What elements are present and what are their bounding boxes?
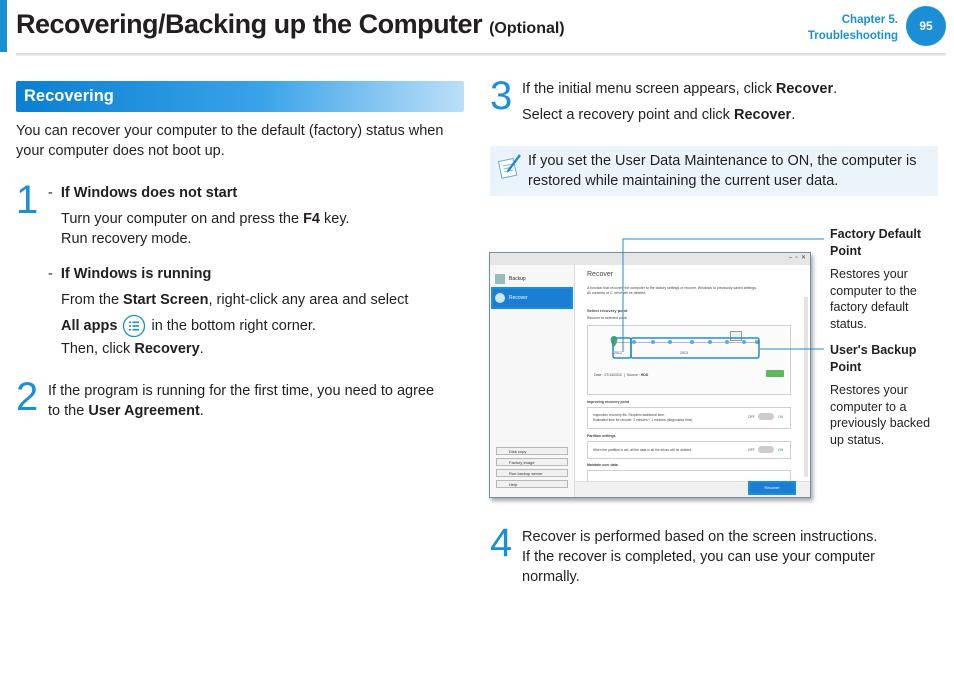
step-4-text bbox=[522, 527, 877, 587]
step-1b-line1: From the Start Screen, right-click any area and select bbox=[61, 292, 409, 308]
step-4-line-3: normally. bbox=[522, 569, 580, 585]
step-1a-line1: Turn your computer on and press the F4 key. bbox=[61, 211, 350, 227]
improve-panel: Inspection recovery file. Requires additional time. Estimated time for recover: 2 minutes + 1 minutes (diagnostics time) OFF ON bbox=[587, 407, 791, 429]
step-3-line1: If the initial menu screen appears, click Recover. bbox=[522, 81, 838, 97]
disk-copy-button[interactable]: Disk copy bbox=[496, 447, 568, 455]
sidebar-item-backup[interactable]: Backup bbox=[493, 270, 571, 288]
timeline-year-1: 2012 bbox=[614, 351, 622, 355]
step-4-line-1: Recover is performed based on the screen instructions. bbox=[522, 529, 878, 545]
step-1b-title-text: If Windows is running bbox=[60, 266, 212, 282]
improve-title: Improving recovery point bbox=[587, 400, 630, 404]
step-1a-title-text: If Windows does not start bbox=[60, 185, 238, 201]
callout-users-backup: User's Backup Point Restores your computer to a previously backed up status. bbox=[830, 343, 931, 447]
section-intro: You can recover your computer to the default (factory) status when your computer does not boot up. bbox=[16, 123, 444, 159]
partition-panel: When the partition is set, all the data in all the drives will be deleted. OFF ON bbox=[587, 441, 791, 459]
callout-factory-default: Factory Default Point Restores your computer to the factory default status. bbox=[830, 227, 921, 331]
section-heading-text: Recovering bbox=[24, 87, 114, 105]
step-2-line2: to the User Agreement. bbox=[48, 403, 204, 419]
sidebar-item-recover[interactable]: Recover bbox=[493, 289, 571, 307]
main-desc: A function that recovers the computer to the factory settings or recover. Windows to previously saved settings. bbox=[587, 286, 757, 290]
step-2-line1: If the program is running for the first time, you need to agree bbox=[48, 383, 435, 399]
factory-point-highlight bbox=[613, 338, 631, 358]
step-1b-line3: Then, click Recovery. bbox=[61, 341, 204, 357]
step-3-number: 3 bbox=[490, 74, 513, 118]
timeline-year-2: 2013 bbox=[680, 351, 688, 355]
step-1a-title: - If Windows does not start bbox=[48, 185, 238, 201]
date-source-info: Date : 07/14/2012 | Source : HDD bbox=[594, 373, 649, 377]
select-sub: Recover to selected point. bbox=[587, 316, 628, 320]
select-label: Select recovery point bbox=[587, 308, 628, 313]
page-title-text: Recovering/Backing up the Computer bbox=[16, 9, 483, 39]
note-line-2: restored while maintaining the current user data. bbox=[528, 173, 839, 189]
page-title-optional: (Optional) bbox=[489, 20, 565, 37]
help-button[interactable]: Help bbox=[496, 480, 568, 488]
chapter-name: Troubleshooting bbox=[807, 30, 898, 42]
recover-button[interactable]: Recover bbox=[750, 483, 794, 493]
run-backup-server-button[interactable]: Run backup server bbox=[496, 469, 568, 477]
maintain-title: Maintain user data bbox=[587, 463, 618, 467]
step-1-number: 1 bbox=[16, 178, 39, 222]
partition-title: Partition settings bbox=[587, 434, 616, 438]
step-3-line2: Select a recovery point and click Recover. bbox=[522, 107, 796, 123]
window-controls-icon: – ▫ ✕ bbox=[788, 255, 806, 261]
factory-image-button[interactable]: Factory Image bbox=[496, 458, 568, 466]
step-4-line-2: If the recover is completed, you can use your computer bbox=[522, 549, 876, 565]
main-title: Recover bbox=[587, 271, 614, 278]
main-desc-2: All contents of C: drive will be deleted. bbox=[587, 291, 647, 295]
chapter-number: Chapter 5. bbox=[841, 14, 898, 26]
note-line-1: If you set the User Data Maintenance to ON, the computer is bbox=[528, 153, 917, 169]
step-1b-title: - If Windows is running bbox=[48, 266, 212, 282]
backup-points-highlight bbox=[631, 338, 759, 358]
step-1b-line2: All apps in the bottom right corner. bbox=[61, 314, 316, 338]
step-2-number: 2 bbox=[16, 375, 39, 419]
step-4-number: 4 bbox=[490, 521, 513, 565]
factory-leader-line bbox=[623, 239, 824, 352]
step-1a-line2: Run recovery mode. bbox=[61, 231, 192, 247]
f4-key: F4 bbox=[303, 211, 320, 227]
page-number: 95 bbox=[919, 19, 933, 33]
